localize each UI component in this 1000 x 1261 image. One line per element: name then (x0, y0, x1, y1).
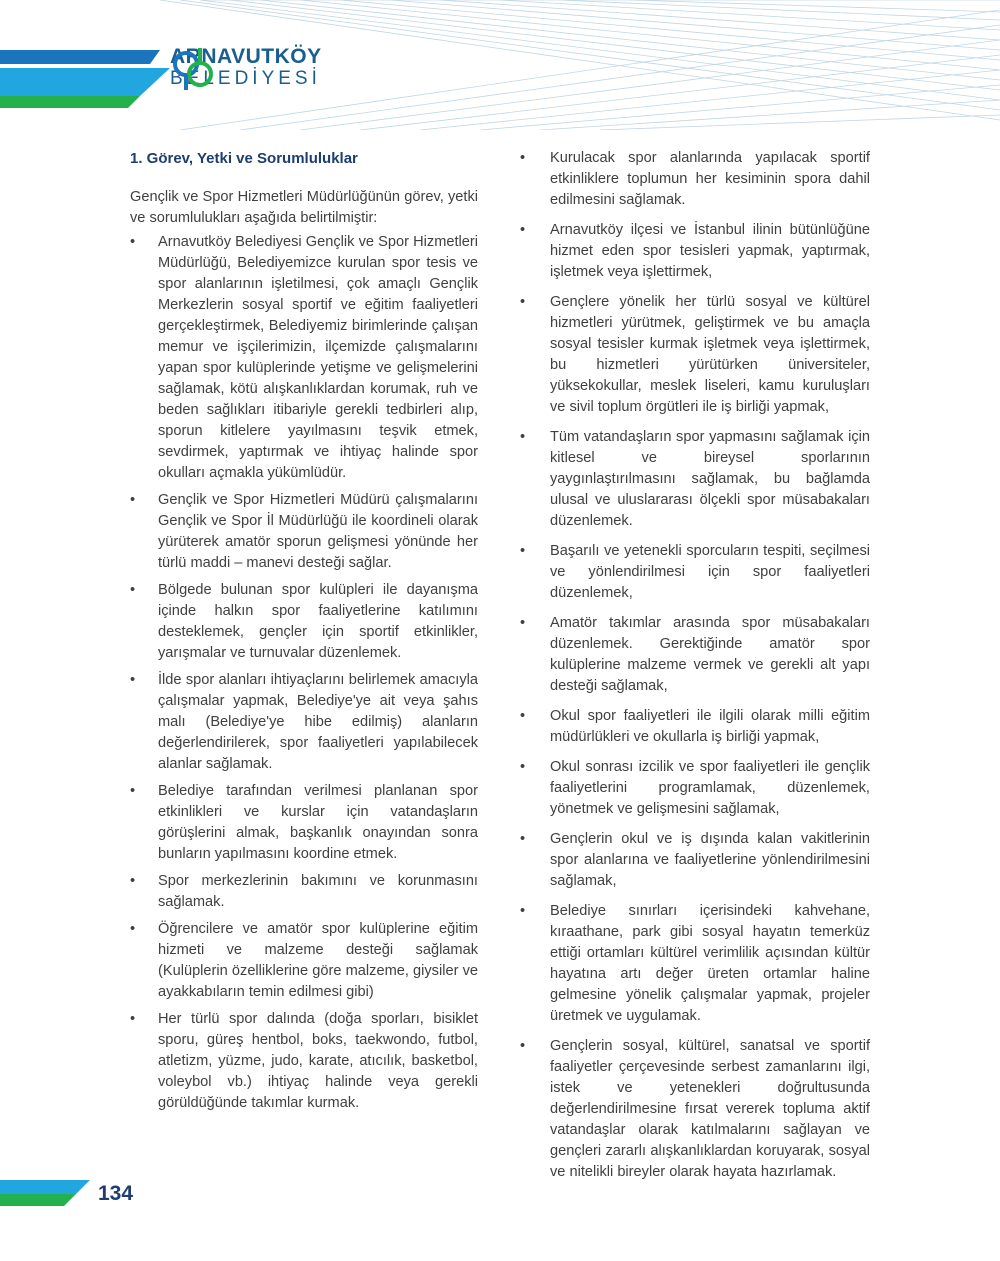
header-blue-band (0, 68, 170, 96)
list-item: • Gençlerin sosyal, kültürel, sanatsal ve sportif faaliyetler çerçevesinde serbest zamanlarını ilgi, istek ve yetenekleri doğrultusunda değerlendirilmesine fırsat vererek topluma aktif vatandaşlar olarak katılmalarını sağlayan ve gençleri zararlı alışkanlıklardan koruyarak, sosyal ve nitelikli bireyler olarak hayata hazırlamak. (520, 1036, 870, 1183)
list-item: • Arnavutköy Belediyesi Gençlik ve Spor Hizmetleri Müdürlüğü, Belediyemizce kurulan spor tesis ve spor alanlarının işletilmesi, çok amaçlı Gençlik Merkezlerin sosyal sportif ve eğitim faaliyetleri gerçekleştirmek, Belediyemiz birimlerinde çalışan memur ve işçilerimizin, ilçemizde çalışmalarını yapan spor kulüplerinde yetişme ve gelişmelerini sağlamak, kötü alışkanlıklardan korumak, ruh ve beden sağlıkları itibariyle gerekli tedbirleri alıp, sporun kitlelere yayılmasını teşvik etmek, sevdirmek, yaptırmak ve ihtiyaç halinde spor okulları açmakla yükümlüdür. (130, 232, 478, 484)
logo-title: ARNAVUTKÖY (170, 45, 322, 68)
list-item: • Spor merkezlerinin bakımını ve korunmasını sağlamak. (130, 871, 478, 913)
logo (170, 46, 322, 88)
section-title: 1. Görev, Yetki ve Sorumluluklar (130, 150, 358, 167)
footer-bar (0, 1180, 100, 1210)
list-item: • Kurulacak spor alanlarında yapılacak sportif etkinliklere toplumun her kesiminin spora dahil edilmesini sağlamak. (520, 148, 870, 211)
list-item: • Okul spor faaliyetleri ile ilgili olarak milli eğitim müdürlükleri ve okullarla iş birliği yapmak, (520, 706, 870, 748)
list-item: • Gençlik ve Spor Hizmetleri Müdürü çalışmalarını Gençlik ve Spor İl Müdürlüğü ile koordineli olarak yürüterek amatör sporun gelişmesi yönünde her türlü maddi – manevi desteği sağlar. (130, 490, 478, 574)
list-item: • Her türlü spor dalında (doğa sporları, bisiklet sporu, güreş hentbol, boks, taekwondo, futbol, atletizm, yüzme, judo, karate, atıcılık, basketbol, voleybol vb.) ihtiyaç halinde veya gerekli görüldüğünde takımlar kurmak. (130, 1009, 478, 1114)
list-item: • Arnavutköy ilçesi ve İstanbul ilinin bütünlüğüne hizmet eden spor tesisleri yapmak, yaptırmak, işletmek veya işlettirmek, (520, 220, 870, 283)
logo-subtitle: BELEDİYESİ (170, 68, 321, 89)
list-item: • Gençlere yönelik her türlü sosyal ve kültürel hizmetleri yürütmek, geliştirmek ve bu amaçla sosyal tesisler kurmak işletmek veya işlettirmek, bu hizmetleri yürütürken üniversiteler, yüksekokullar, meslek liseleri, kamu kuruluşları ve sivil toplum örgütleri ile iş birliği yapmak, (520, 292, 870, 418)
header-navy-band (0, 50, 160, 64)
header-green-band (0, 96, 140, 108)
leaf-logo-icon (170, 46, 216, 92)
left-column (130, 148, 478, 1120)
page-number: 134 (98, 1182, 134, 1205)
left-bullet-list (130, 232, 478, 1114)
list-item: • Belediye tarafından verilmesi planlanan spor etkinlikleri ve kurslar için vatandaşların görüşlerini almak, başkanlık onayından sonra bunların yapılmasını koordine etmek. (130, 781, 478, 865)
section-intro: Gençlik ve Spor Hizmetleri Müdürlüğünün görev, yetki ve sorumlulukları aşağıda belirtilmiştir: (130, 189, 478, 226)
list-item: • Gençlerin okul ve iş dışında kalan vakitlerinin spor alanlarına ve faaliyetlerine yönlendirilmesini sağlamak, (520, 829, 870, 892)
page-header (0, 0, 1000, 130)
list-item: • Öğrencilere ve amatör spor kulüplerine eğitim hizmeti ve malzeme desteği sağlamak (Kulüplerin özelliklerine göre malzeme, giysiler ve ayakkabıların temin edilmesi gibi) (130, 919, 478, 1003)
right-column (520, 148, 870, 1192)
list-item: • İlde spor alanları ihtiyaçlarını belirlemek amacıyla çalışmalar yapmak, Belediye'ye ait veya şahıs malı (Belediye'ye hibe edilmiş) alanların değerlendirilerek, spor faaliyetleri yapılabilecek alanlar sağlamak. (130, 670, 478, 775)
list-item: • Belediye sınırları içerisindeki kahvehane, kıraathane, park gibi sosyal hayatın temerküz ettiği ortamları kültürel verimlilik açısından kültür hayatına artı değer üreten ortamlar haline gelmesine yönelik çalışmalar yapmak, projeler üretmek ve uygulamak. (520, 901, 870, 1027)
list-item: • Okul sonrası izcilik ve spor faaliyetleri ile gençlik faaliyetlerini programlamak, düzenlemek, yönetmek ve gelişmesini sağlamak, (520, 757, 870, 820)
list-item: • Tüm vatandaşların spor yapmasını sağlamak için kitlesel ve bireysel sporlarının yaygınlaştırılmasını sağlamak, bu bağlamda ulusal ve uluslararası ölçekli spor müsabakaları düzenlemek. (520, 427, 870, 532)
list-item: • Amatör takımlar arasında spor müsabakaları düzenlemek. Gerektiğinde amatör spor kulüplerine malzeme vermek ve gerekli alt yapı desteği sağlamak, (520, 613, 870, 697)
right-bullet-list (520, 148, 870, 1183)
list-item: • Başarılı ve yetenekli sporcuların tespiti, seçilmesi ve yönlendirilmesi için spor faaliyetleri düzenlemek, (520, 541, 870, 604)
list-item: • Bölgede bulunan spor kulüpleri ile dayanışma içinde halkın spor faaliyetlerine katılımını desteklemek, gençler için sportif etkinlikler, yarışmalar ve turnuvalar düzenlemek. (130, 580, 478, 664)
header-background (0, 0, 1000, 130)
